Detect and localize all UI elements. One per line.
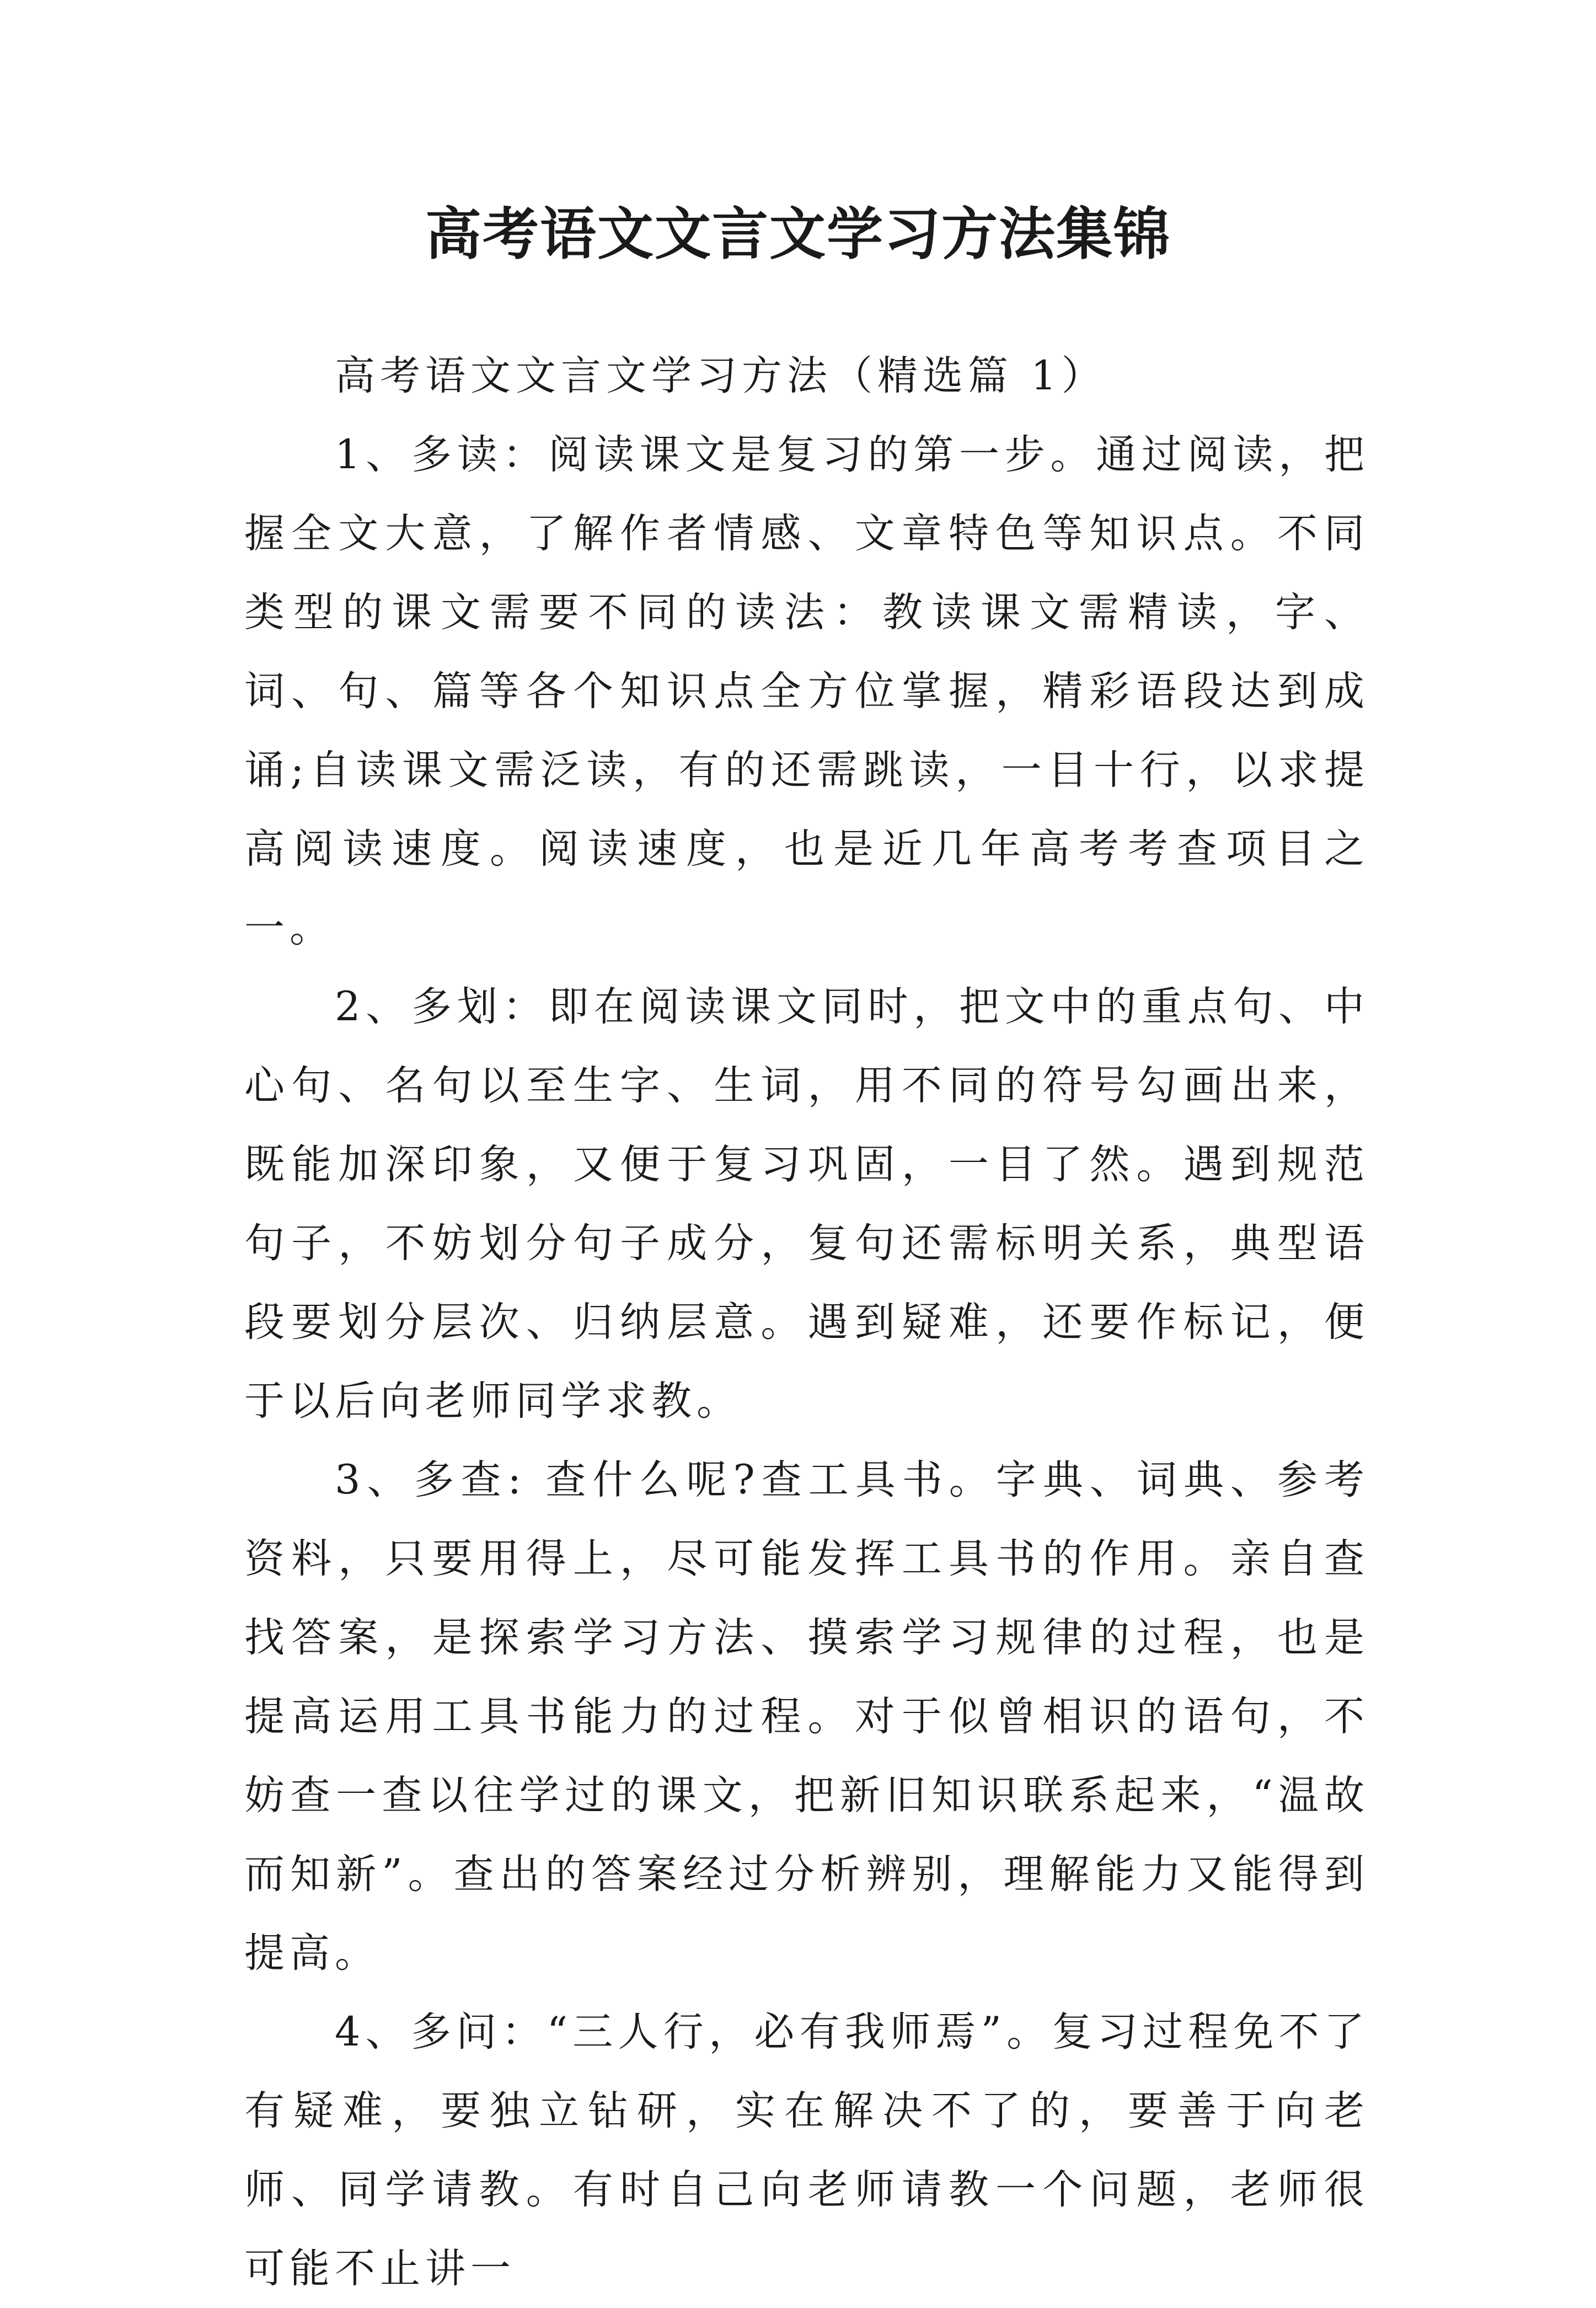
document-title: 高考语文文言文学习方法集锦: [425, 201, 1171, 267]
paragraph-read-more: 1、多读：阅读课文是复习的第一步。通过阅读，把握全文大意，了解作者情感、文章特色等知识点。不同类型的课文需要不同的读法：教读课文需精读，字、词、句、篇等各个知识点全方位掌握，精彩语段达到成诵;自读课文需泛读，有的还需跳读，一目十行，以求提高阅读速度。阅读速度，也是近几年高考考查项目之一。: [244, 431, 1369, 951]
paragraph-check-more: 3、多查: 查什么呢?查工具书。字典、词典、参考资料，只要用得上，尽可能发挥工具书的作用。亲自查找答案，是探索学习方法、摸索学习规律的过程，也是提高运用工具书能力的过程。对于似曾相识的语句，不妨查一查以往学过的课文，把新旧知识联系起来，“温故而知新”。查出的答案经过分析辨别，理解能力又能得到提高。: [244, 1456, 1369, 1977]
paragraph-mark-more: 2、多划：即在阅读课文同时，把文中的重点句、中心句、名句以至生字、生词，用不同的符号勾画出来，既能加深印象，又便于复习巩固，一目了然。遇到规范句子，不妨划分句子成分，复句还需标明关系，典型语段要划分层次、归纳层意。遇到疑难，还要作标记，便于以后向老师同学求教。: [244, 983, 1369, 1425]
paragraph-ask-more: 4、多问：“三人行，必有我师焉”。复习过程免不了有疑难，要独立钻研，实在解决不了的，要善于向老师、同学请教。有时自己向老师请教一个问题，老师很可能不止讲一: [244, 2009, 1369, 2292]
document-body: [244, 336, 1369, 2308]
section-heading: 高考语文文言文学习方法（精选篇 1）: [335, 352, 1107, 399]
